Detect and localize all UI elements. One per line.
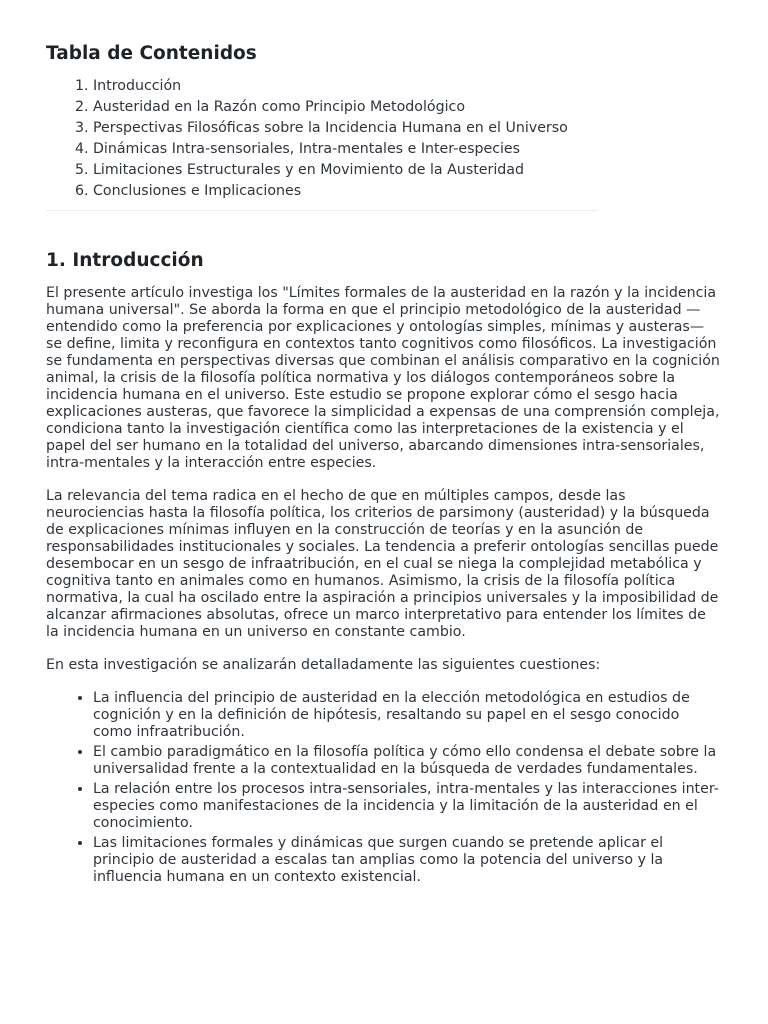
paragraph-3: En esta investigación se analizarán detalladamente las siguientes cuestiones:	[46, 657, 601, 673]
toc-item-austeridad[interactable]: 2. Austeridad en la Razón como Principio Metodológico	[93, 97, 722, 118]
toc-item-perspectivas[interactable]: 3. Perspectivas Filosóficas sobre la Incidencia Humana en el Universo	[93, 118, 722, 139]
section-title-introduccion: 1. Introducción	[46, 250, 204, 271]
toc-divider	[46, 210, 598, 211]
toc-item-dinamicas[interactable]: 4. Dinámicas Intra-sensoriales, Intra-mentales e Inter-especies	[93, 139, 722, 160]
bullet-item: • La influencia del principio de austeridad en la elección metodológica en estudios de cognición y en la definición de hipótesis, resaltando su papel en el sesgo conocido como infraatribución.	[93, 690, 722, 741]
bullet-item: • El cambio paradigmático en la filosofía política y cómo ello condensa el debate sobre la universalidad frente a la contextualidad en la búsqueda de verdades fundamentales.	[93, 744, 722, 778]
paragraph-2: La relevancia del tema radica en el hecho de que en múltiples campos, desde las neurociencias hasta la filosofía política, los criterios de parsimony (austeridad) y la búsqueda de explicaciones mínimas influyen en la construcción de teorías y en la asunción de responsabilidades institucionales y sociales. La tendencia a preferir ontologías sencillas puede desembocar en un sesgo de infraatribución, en el cual se niega la complejidad metabólica y cognitiva tanto en animales como en humanos. Asimismo, la crisis de la filosofía política normativa, la cual ha oscilado entre la aspiración a principios universales y la imposibilidad de alcanzar afirmaciones absolutas, ofrece un marco interpretativo para entender los límites de la incidencia humana en un universo en constante cambio.	[46, 488, 719, 640]
bullet-item: • Las limitaciones formales y dinámicas que surgen cuando se pretende aplicar el principio de austeridad a escalas tan amplias como la potencia del universo y la influencia humana en un contexto existencial.	[93, 835, 722, 886]
toc-title: Tabla de Contenidos	[46, 43, 257, 64]
toc-item-introduccion[interactable]: 1. Introducción	[93, 76, 722, 97]
bullet-item: • La relación entre los procesos intra-sensoriales, intra-mentales y las interacciones inter-especies como manifestaciones de la incidencia y la limitación de la austeridad en el conocimiento.	[93, 781, 722, 832]
toc-item-conclusiones[interactable]: 6. Conclusiones e Implicaciones	[93, 181, 722, 202]
toc-item-limitaciones[interactable]: 5. Limitaciones Estructurales y en Movimiento de la Austeridad	[93, 160, 722, 181]
bullet-list	[46, 690, 722, 886]
toc-list	[46, 76, 722, 202]
paragraph-1: El presente artículo investiga los "Límites formales de la austeridad en la razón y la incidencia humana universal". Se aborda la forma en que el principio metodológico de la austeridad —entendido como la preferencia por explicaciones y ontologías simples, mínimas y austeras— se define, limita y reconfigura en contextos tanto cognitivos como filosóficos. La investigación se fundamenta en perspectivas diversas que combinan el análisis comparativo en la cognición animal, la crisis de la filosofía política normativa y los diálogos contemporáneos sobre la incidencia humana en el universo. Este estudio se propone explorar cómo el sesgo hacia explicaciones austeras, que favorece la simplicidad a expensas de una comprensión compleja, condiciona tanto la investigación científica como las interpretaciones de la existencia y el papel del ser humano en la totalidad del universo, abarcando dimensiones intra-sensoriales, intra-mentales y la interacción entre especies.	[46, 285, 720, 471]
